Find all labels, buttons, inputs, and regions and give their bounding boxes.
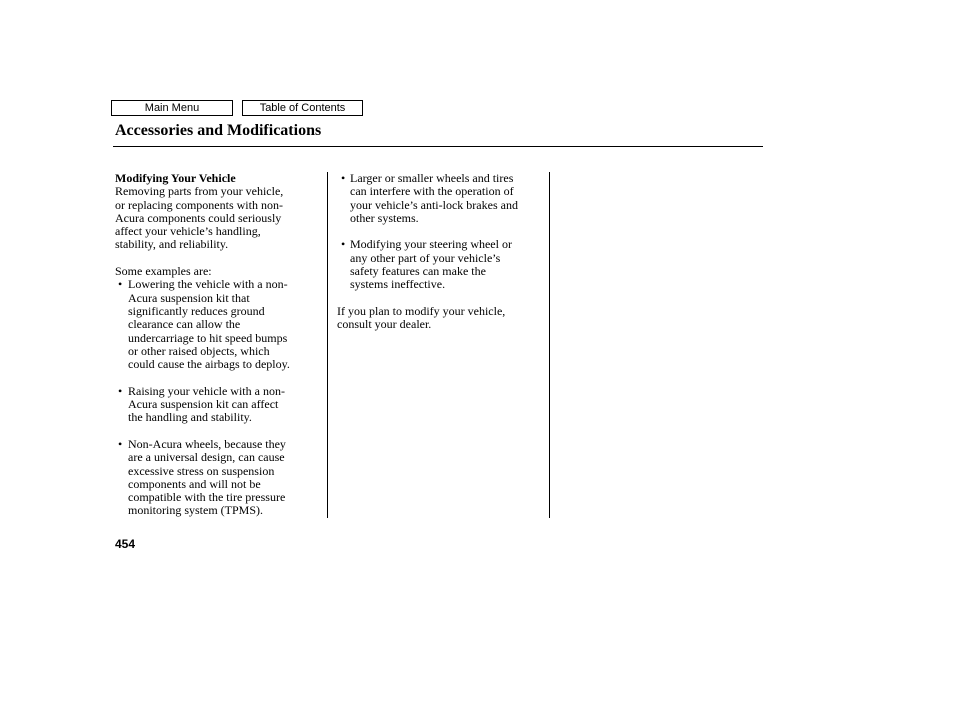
column-divider <box>327 172 328 518</box>
list-item <box>115 438 320 518</box>
examples-label: Some examples are: <box>115 264 212 279</box>
text-line: undercarriage to hit speed bumps <box>128 330 288 345</box>
text-line: Acura suspension kit can affect <box>128 397 279 412</box>
list-item <box>337 238 542 291</box>
table-of-contents-button[interactable]: Table of Contents <box>242 100 363 116</box>
text-line: systems ineffective. <box>350 277 446 292</box>
column-left <box>115 172 320 518</box>
bullet-icon: • <box>341 171 346 185</box>
text-line: your vehicle’s anti-lock brakes and <box>350 197 518 212</box>
text-line: Acura components could seriously <box>115 210 282 225</box>
list-item <box>337 172 542 225</box>
closing-paragraph <box>337 305 542 332</box>
page-number: 454 <box>115 537 136 551</box>
text-line: safety features can make the <box>350 264 486 279</box>
list-item <box>115 278 320 371</box>
text-line: If you plan to modify your vehicle, <box>337 303 506 318</box>
text-line: the handling and stability. <box>128 410 252 425</box>
bullet-icon: • <box>118 436 123 451</box>
text-line: significantly reduces ground <box>128 303 265 318</box>
text-line: Lowering the vehicle with a non- <box>128 277 288 292</box>
text-line: could cause the airbags to deploy. <box>128 357 290 372</box>
text-line: can interfere with the operation of <box>350 184 514 199</box>
text-line: Removing parts from your vehicle, <box>115 184 284 199</box>
text-line: Larger or smaller wheels and tires <box>350 171 514 185</box>
text-line: other systems. <box>350 210 419 225</box>
text-line: excessive stress on suspension <box>128 463 275 478</box>
text-line: stability, and reliability. <box>115 237 229 252</box>
bullet-icon: • <box>118 383 123 398</box>
text-line: are a universal design, can cause <box>128 450 285 465</box>
text-line: or replacing components with non- <box>115 197 283 212</box>
title-divider <box>113 146 763 147</box>
section-heading: Modifying Your Vehicle <box>115 171 236 185</box>
text-line: compatible with the tire pressure <box>128 490 286 505</box>
bullet-icon: • <box>118 277 123 292</box>
text-line: Non-Acura wheels, because they <box>128 436 286 451</box>
text-line: Acura suspension kit that <box>128 290 250 305</box>
text-line: Raising your vehicle with a non- <box>128 383 285 398</box>
text-line: consult your dealer. <box>337 317 432 332</box>
main-menu-button[interactable]: Main Menu <box>111 100 233 116</box>
text-line: any other part of your vehicle’s <box>350 250 501 265</box>
text-line: components and will not be <box>128 476 261 491</box>
text-line: Modifying your steering wheel or <box>350 237 512 252</box>
text-line: affect your vehicle’s handling, <box>115 224 261 239</box>
text-line: monitoring system (TPMS). <box>128 503 264 518</box>
text-line: clearance can allow the <box>128 317 241 332</box>
page-title: Accessories and Modifications <box>115 122 322 139</box>
column-divider <box>549 172 550 518</box>
intro-paragraph <box>115 185 320 251</box>
column-right <box>337 172 542 332</box>
list-item <box>115 385 320 425</box>
bullet-icon: • <box>341 237 346 252</box>
text-line: or other raised objects, which <box>128 343 270 358</box>
